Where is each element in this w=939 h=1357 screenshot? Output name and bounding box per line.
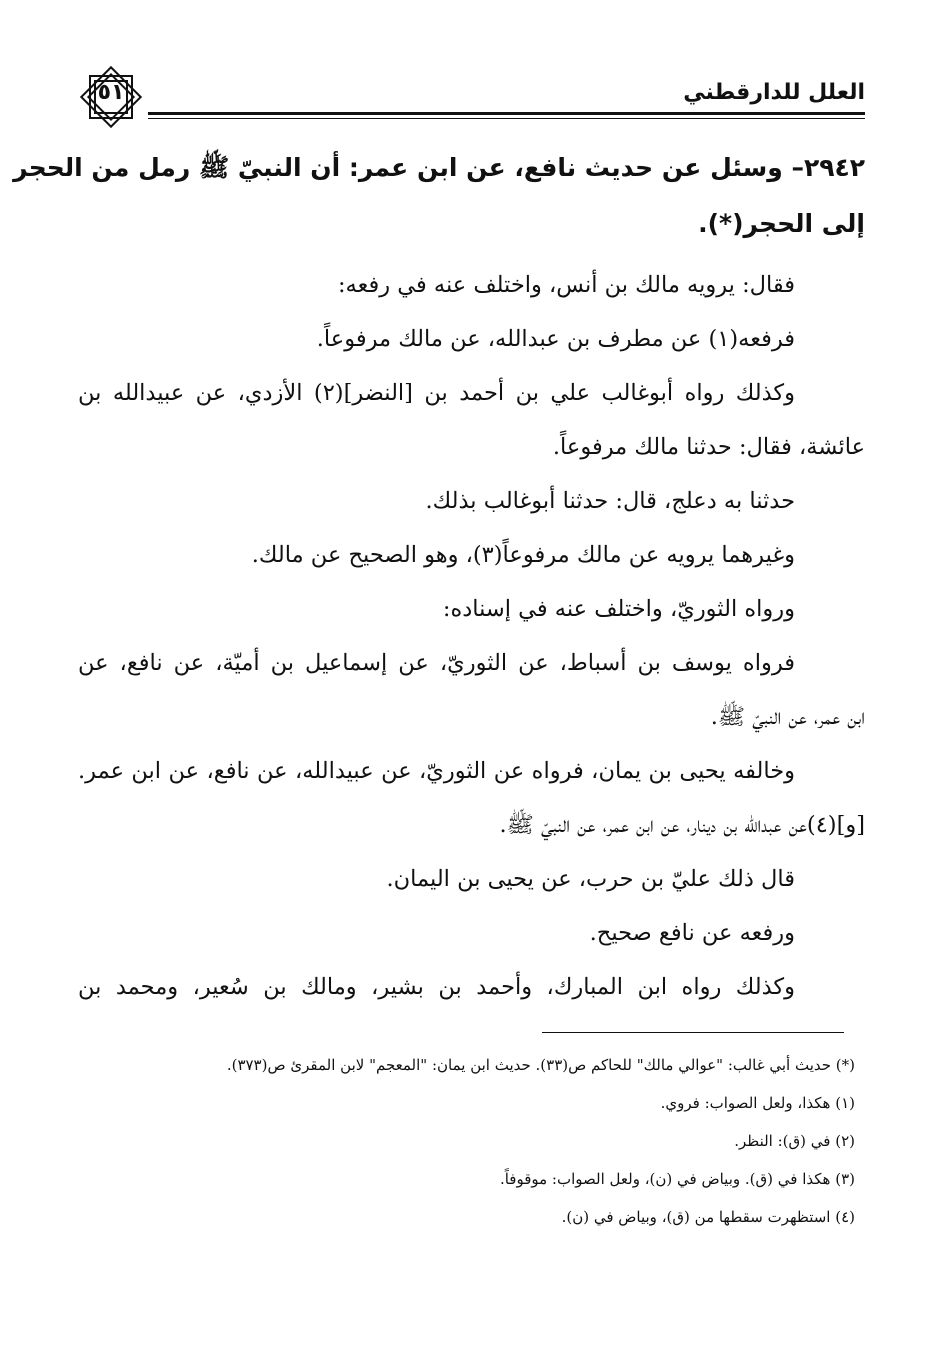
text-line: ورواه الثوريّ، واختلف عنه في إسناده: <box>442 596 795 622</box>
text-line: حدثنا به دعلج، قال: حدثنا أبوغالب بذلك. <box>425 488 795 514</box>
footnote-separator <box>542 1032 844 1033</box>
footnotes <box>110 1046 855 1236</box>
page-number: ٥١ <box>97 80 125 105</box>
entry-heading-line-2: إلى الحجر(*). <box>698 209 865 238</box>
text-line: فرواه يوسف بن أسباط، عن الثوريّ، عن إسماعيل بن أميّة، عن نافع، عن <box>78 650 795 676</box>
entry-heading-line-1: ٢٩٤٢– وسئل عن حديث نافع، عن ابن عمر: أن النبيّ ﷺ رمل من الحجر <box>13 153 865 182</box>
main-text <box>13 140 865 1014</box>
text-line: قال ذلك عليّ بن حرب، عن يحيى بن اليمان. <box>386 866 795 892</box>
footnote: (٣) هكذا في (ق). وبياض في (ن)، ولعل الصواب: موقوفاً. <box>499 1170 855 1188</box>
text-line: وغيرهما يرويه عن مالك مرفوعاً(٣)، وهو الصحيح عن مالك. <box>251 542 795 568</box>
footnote: (١) هكذا، ولعل الصواب: فروي. <box>660 1094 855 1112</box>
footnote: (٤) استظهرت سقطها من (ق)، وبياض في (ن). <box>561 1208 855 1226</box>
text-line: [و](٤)عن عبدالله بن دينار، عن ابن عمر، عن النبيّ ﷺ. <box>499 812 865 838</box>
text-line: ورفعه عن نافع صحيح. <box>589 920 795 946</box>
text-line: وخالفه يحيى بن يمان، فرواه عن الثوريّ، عن عبيدالله، عن نافع، عن ابن عمر. <box>78 758 795 784</box>
text-line: فرفعه(١) عن مطرف بن عبدالله، عن مالك مرفوعاً. <box>316 326 795 352</box>
footnote: (٢) في (ق): النظر. <box>734 1132 855 1150</box>
footnote: (*) حديث أبي غالب: "عوالي مالك" للحاكم ص(٣٣). حديث ابن يمان: "المعجم" لابن المقرئ ص(٣٧٣). <box>226 1056 855 1074</box>
text-line: فقال: يرويه مالك بن أنس، واختلف عنه في رفعه: <box>337 272 795 298</box>
text-line: وكذلك رواه أبوغالب علي بن أحمد بن [النضر](٢) الأزدي، عن عبيدالله بن <box>78 380 795 406</box>
header-rule <box>148 112 865 115</box>
text-line: وكذلك رواه ابن المبارك، وأحمد بن بشير، ومالك بن سُعير، ومحمد بن <box>78 974 795 1000</box>
header-rule-thin <box>148 118 865 119</box>
page-number-badge <box>76 62 146 132</box>
page-header <box>70 60 865 130</box>
book-title: العلل للدارقطني <box>683 80 865 105</box>
text-line: ابن عمر، عن النبيّ ﷺ. <box>710 704 865 730</box>
text-line: عائشة، فقال: حدثنا مالك مرفوعاً. <box>552 434 865 460</box>
